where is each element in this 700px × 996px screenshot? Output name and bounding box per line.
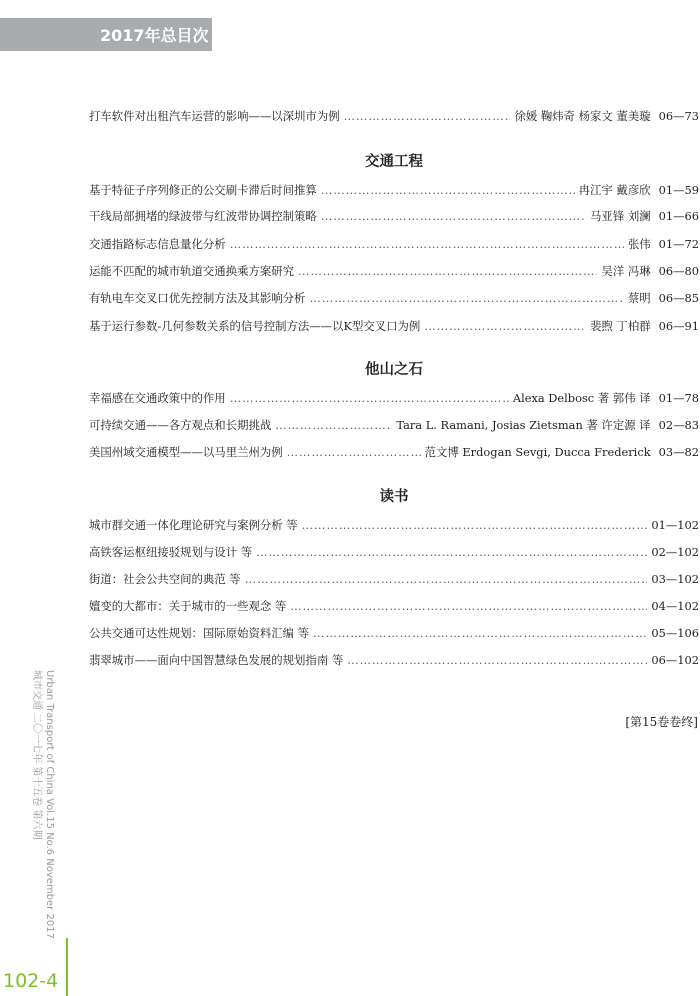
dot-leader (290, 598, 647, 614)
dot-leader (321, 182, 575, 198)
section-title: 他山之石 (365, 362, 423, 378)
toc-entry-authors: 蔡明 (627, 291, 651, 305)
toc-entry-page: 01—72 (658, 237, 699, 251)
toc-entry-title: 翡翠城市——面向中国智慧绿色发展的规划指南 等 (89, 653, 344, 667)
dot-leader (344, 108, 511, 124)
spine-line-english: Urban Transport of China Vol.15 No.6 November 2017 (44, 670, 55, 939)
toc-entry[interactable] (89, 648, 699, 668)
toc-entry-title: 有轨电车交叉口优先控制方法及其影响分析 (89, 291, 306, 305)
toc-entry[interactable] (89, 259, 699, 279)
toc-entry-page: 01—102 (651, 518, 699, 532)
dot-leader (347, 652, 647, 668)
toc-entry-authors: 徐媛 鞠炜奇 杨家文 董美璇 (514, 109, 651, 123)
volume-end-note: [第15卷卷终] (625, 715, 698, 729)
toc-entry-authors: 范文博 Erdogan Sevgi, Ducca Frederick (424, 445, 651, 459)
dot-leader (245, 571, 648, 587)
toc-entry-authors: 裴煦 丁柏群 (590, 319, 651, 333)
dot-leader (256, 544, 647, 560)
toc-entry[interactable] (89, 232, 699, 252)
toc-entry-title: 嬗变的大都市：关于城市的一些观念 等 (89, 599, 287, 613)
toc-entry-page: 03—82 (658, 445, 699, 459)
page-number: 102-4 (3, 970, 59, 992)
toc-entry[interactable] (89, 314, 699, 334)
toc-entry-page: 06—85 (658, 291, 699, 305)
dot-leader (302, 517, 648, 533)
dot-leader (309, 290, 623, 306)
toc-entry-page: 06—73 (658, 109, 699, 123)
dot-leader (424, 318, 586, 334)
toc-entry-title: 干线局部拥堵的绿波带与红波带协调控制策略 (89, 209, 317, 223)
toc-entry-title: 高铁客运枢纽接驳规划与设计 等 (89, 545, 253, 559)
toc-entry[interactable] (89, 286, 699, 306)
dot-leader (230, 390, 509, 406)
toc-entry-page: 01—66 (658, 209, 699, 223)
dot-leader (321, 208, 586, 224)
toc-entry-title: 公共交通可达性规划：国际原始资料汇编 等 (89, 626, 310, 640)
dot-leader (298, 263, 597, 279)
section-title: 读书 (379, 489, 409, 505)
toc-entry-title: 美国州域交通模型——以马里兰州为例 (89, 445, 283, 459)
spine-line-chinese: 城市交通 二〇一七年 第十五卷 第六期 (31, 670, 42, 840)
toc-entry[interactable] (89, 567, 699, 587)
toc-entry-title: 打车软件对出租汽车运营的影响——以深圳市为例 (89, 109, 340, 123)
toc-entry[interactable] (89, 204, 699, 224)
toc-entry[interactable] (89, 440, 699, 460)
toc-entry-page: 06—80 (658, 264, 699, 278)
dot-leader (275, 417, 392, 433)
toc-entry-authors: 张伟 (627, 237, 651, 251)
toc-entry[interactable] (89, 178, 699, 198)
toc-entry-authors: Tara L. Ramani, Josias Zietsman 著 许定源 译 (396, 418, 651, 432)
page-header-title: 2017年总目次 (100, 26, 209, 45)
toc-entry-authors: Alexa Delbosc 著 郭伟 译 (512, 391, 651, 405)
dot-leader (230, 236, 624, 252)
toc-entry[interactable] (89, 386, 699, 406)
toc-entry-title: 基于特征子序列修正的公交刷卡滞后时间推算 (89, 183, 317, 197)
toc-entry[interactable] (89, 594, 699, 614)
toc-entry-title: 街道：社会公共空间的典范 等 (89, 572, 241, 586)
section-title: 交通工程 (365, 154, 423, 170)
toc-entry-title: 城市群交通一体化理论研究与案例分析 等 (89, 518, 298, 532)
toc-entry-authors: 吴洋 冯琳 (601, 264, 651, 278)
toc-entry-title: 幸福感在交通政策中的作用 (89, 391, 226, 405)
toc-entry[interactable] (89, 413, 699, 433)
toc-entry-page: 03—102 (651, 572, 699, 586)
toc-entry-page: 02—83 (658, 418, 699, 432)
toc-entry-page: 02—102 (651, 545, 699, 559)
toc-entry[interactable] (89, 513, 699, 533)
toc-entry[interactable] (89, 540, 699, 560)
dot-leader (287, 444, 421, 460)
toc-entry[interactable] (89, 104, 699, 124)
toc-entry-page: 05—106 (651, 626, 699, 640)
toc-entry-page: 06—102 (651, 653, 699, 667)
toc-entry-authors: 马亚锋 刘澜 (590, 209, 651, 223)
toc-entry-page: 01—59 (658, 183, 699, 197)
dot-leader (313, 625, 647, 641)
accent-rule (66, 938, 68, 996)
toc-entry-authors: 冉江宇 戴彦欣 (578, 183, 651, 197)
toc-entry-title: 可持续交通——各方观点和长期挑战 (89, 418, 272, 432)
toc-entry-title: 基于运行参数-几何参数关系的信号控制方法——以K型交叉口为例 (89, 319, 421, 333)
journal-spine-text (30, 670, 56, 950)
toc-entry-page: 01—78 (658, 391, 699, 405)
toc-entry[interactable] (89, 621, 699, 641)
toc-entry-page: 04—102 (651, 599, 699, 613)
toc-entry-title: 运能不匹配的城市轨道交通换乘方案研究 (89, 264, 295, 278)
toc-entry-title: 交通指路标志信息量化分析 (89, 237, 226, 251)
toc-entry-page: 06—91 (658, 319, 699, 333)
